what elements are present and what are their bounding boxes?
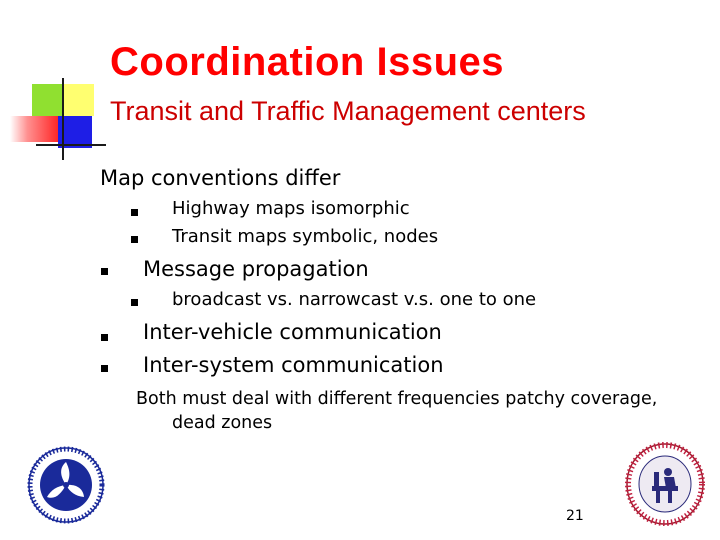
slide-subtitle: Transit and Traffic Management centers: [110, 96, 586, 126]
list-item: Highway maps isomorphic: [172, 198, 410, 219]
square-bullet-icon: [101, 268, 108, 275]
list-item: Message propagation: [143, 257, 369, 281]
square-bullet-icon: [101, 334, 108, 341]
dot-seal-logo-icon: [26, 446, 106, 524]
square-bullet-icon: [131, 299, 138, 306]
list-item: Transit maps symbolic, nodes: [172, 226, 439, 247]
slide-title: Coordination Issues: [110, 40, 504, 84]
horizontal-rule: [36, 144, 106, 146]
heading-text: Map conventions differ: [100, 166, 341, 190]
square-bullet-icon: [131, 236, 138, 243]
volpe-center-logo-icon: [624, 442, 706, 526]
list-item: broadcast vs. narrowcast v.s. one to one: [172, 289, 537, 310]
note-line-1: Both must deal with different frequencies patchy coverage,: [136, 389, 658, 409]
yellow-square: [64, 84, 94, 116]
page-number: 21: [566, 508, 584, 524]
list-item: Inter-vehicle communication: [143, 320, 442, 344]
red-square: [10, 116, 60, 142]
note-line-2: dead zones: [172, 413, 273, 433]
square-bullet-icon: [101, 365, 108, 372]
square-bullet-icon: [131, 209, 138, 216]
list-item: Inter-system communication: [143, 353, 444, 377]
vertical-rule: [62, 78, 64, 160]
